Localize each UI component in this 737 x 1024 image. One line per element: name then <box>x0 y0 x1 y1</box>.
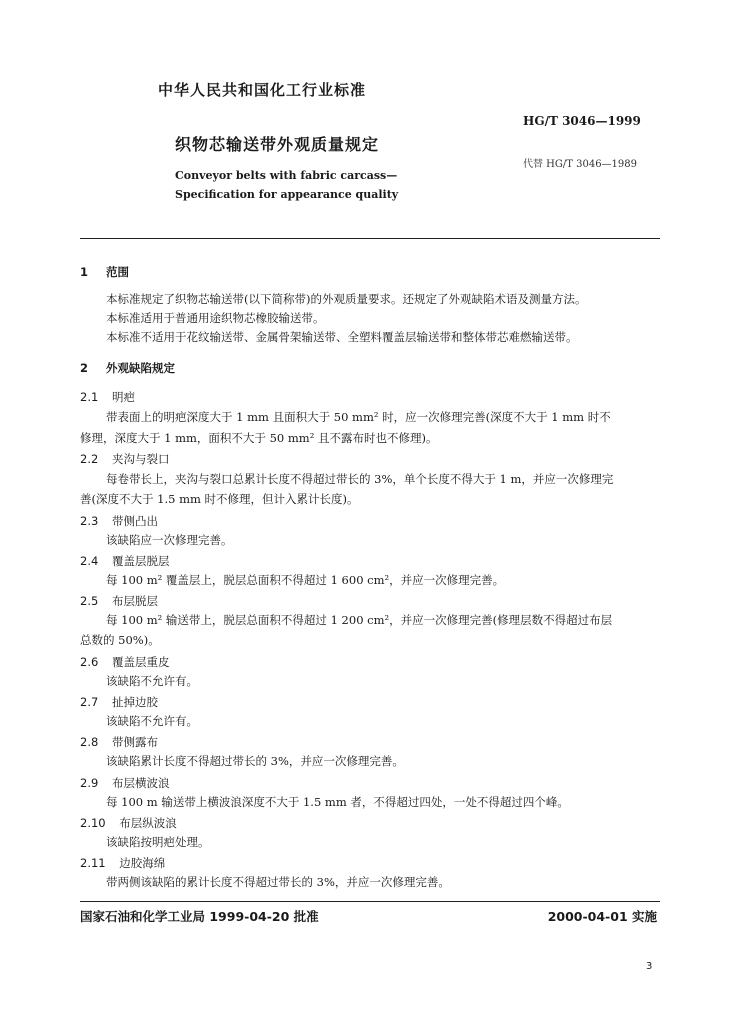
section1-title: 范围 <box>106 265 130 279</box>
clause-text: 每 100 m 输送带上横波浪深度不大于 1.5 mm 者，不得超过四处，一处不得超过四个峰。 <box>106 795 569 809</box>
clause-title: 夹沟与裂口 <box>111 452 170 466</box>
clause-text: 该缺陷不允许有。 <box>106 714 198 728</box>
clause-text: 该缺陷应一次修理完善。 <box>106 533 233 547</box>
clause-text: 善(深度不大于 1.5 mm 时不修理，但计入累计长度)。 <box>80 492 359 506</box>
section1-number: 1 <box>80 265 89 279</box>
clause-number: 2.5 <box>80 594 99 608</box>
clause-heading <box>80 775 169 791</box>
clause-title: 布层脱层 <box>111 594 158 608</box>
clause-number: 2.1 <box>80 390 99 404</box>
clause-title: 带侧凸出 <box>111 514 158 528</box>
clause-text: 每 100 m² 覆盖层上，脱层总面积不得超过 1 600 cm²，并应一次修理完善。 <box>106 573 505 587</box>
standard-category: 中华人民共和国化工行业标准 <box>158 81 367 99</box>
page-number: 3 <box>646 961 653 972</box>
clause-title: 带侧露布 <box>111 735 158 749</box>
clause-number: 2.3 <box>80 514 99 528</box>
clause-heading <box>80 513 158 529</box>
clause-text: 带表面上的明疤深度大于 1 mm 且面积大于 50 mm² 时，应一次修理完善(深度不大于 1 mm 时不 <box>106 410 611 424</box>
standard-number: HG/T 3046—1999 <box>523 114 641 128</box>
clause-heading <box>80 694 158 710</box>
clause-number: 2.7 <box>80 695 99 709</box>
clause-text: 该缺陷按明疤处理。 <box>106 835 210 849</box>
clause-number: 2.10 <box>80 816 106 830</box>
clause-heading <box>80 815 177 831</box>
header-rule <box>80 238 660 239</box>
clause-number: 2.6 <box>80 655 99 669</box>
title-english-line1: Conveyor belts with fabric carcass— <box>175 169 398 182</box>
clause-text: 每卷带长上，夹沟与裂口总累计长度不得超过带长的 3%，单个长度不得大于 1 m，并应一次修理完 <box>106 472 614 486</box>
clause-text: 该缺陷不允许有。 <box>106 674 198 688</box>
replaces-standard: 代替 HG/T 3046—1989 <box>523 159 638 170</box>
clause-title: 扯掉边胶 <box>111 695 158 709</box>
clause-heading <box>80 654 169 670</box>
clause-text: 每 100 m² 输送带上，脱层总面积不得超过 1 200 cm²，并应一次修理完善(修理层数不得超过布层 <box>106 613 613 627</box>
clause-number: 2.4 <box>80 554 99 568</box>
section1-paragraph: 本标准适用于普通用途织物芯橡胶输送带。 <box>106 311 325 325</box>
clause-heading <box>80 593 158 609</box>
section2-title: 外观缺陷规定 <box>106 361 176 375</box>
clause-text: 总数的 50%)。 <box>80 633 160 647</box>
clause-title: 布层纵波浪 <box>119 816 177 830</box>
clause-heading <box>80 553 169 569</box>
section1-paragraph: 本标准规定了织物芯输送带(以下简称带)的外观质量要求。还规定了外观缺陷术语及测量方法。 <box>106 292 587 306</box>
clause-heading <box>80 451 169 467</box>
section2-heading <box>80 360 175 376</box>
clause-title: 布层横波浪 <box>111 776 170 790</box>
title-chinese: 织物芯输送带外观质量规定 <box>175 135 380 154</box>
clause-title: 覆盖层重皮 <box>111 655 170 669</box>
clause-title: 覆盖层脱层 <box>111 554 170 568</box>
approval-line: 国家石油和化学工业局 1999-04-20 批准 <box>80 909 319 924</box>
clause-number: 2.2 <box>80 452 99 466</box>
section1-heading <box>80 264 129 280</box>
section2-number: 2 <box>80 361 89 375</box>
clause-heading <box>80 855 165 871</box>
title-english-line2: Specification for appearance quality <box>175 188 399 201</box>
clause-heading <box>80 389 135 405</box>
clause-title: 边胶海绵 <box>119 856 166 870</box>
clause-title: 明疤 <box>111 390 135 404</box>
clause-heading <box>80 734 158 750</box>
clause-number: 2.9 <box>80 776 99 790</box>
clause-text: 带两侧该缺陷的累计长度不得超过带长的 3%，并应一次修理完善。 <box>106 875 450 889</box>
clause-number: 2.11 <box>80 856 106 870</box>
clause-number: 2.8 <box>80 735 99 749</box>
clause-text: 修理，深度大于 1 mm，面积不大于 50 mm² 且不露布时也不修理)。 <box>80 431 438 445</box>
section1-paragraph: 本标准不适用于花纹输送带、金属骨架输送带、全塑料覆盖层输送带和整体带芯难燃输送带。 <box>106 330 578 344</box>
footer-rule <box>80 901 660 902</box>
clause-text: 该缺陷累计长度不得超过带长的 3%，并应一次修理完善。 <box>106 754 404 768</box>
implementation-date: 2000-04-01 实施 <box>547 909 657 924</box>
